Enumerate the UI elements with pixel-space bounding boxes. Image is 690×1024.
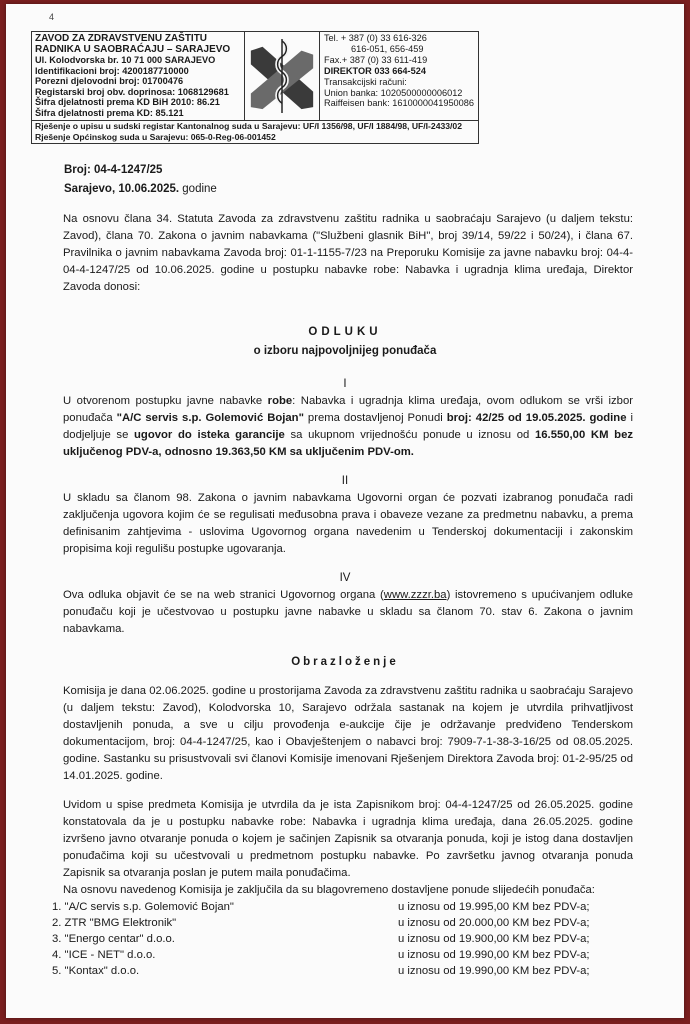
id-number: Identifikacioni broj: 4200187710000 (35, 65, 189, 76)
document-meta (64, 161, 684, 199)
registry-number: Registarski broj obv. doprinosa: 1068129681 (35, 86, 229, 97)
list-item (52, 915, 612, 931)
section-heading-4: IV (339, 572, 351, 584)
bidders-list (52, 899, 612, 979)
letterhead-court-info (31, 120, 479, 144)
court-registry: Rješenje o upisu u sudski registar Kantonalnog suda u Sarajevu: UF/I 1356/98, UF/I 1884/98, UF/I-2433/02 (35, 121, 462, 131)
section-4-paragraph (63, 587, 633, 638)
list-item (52, 899, 612, 915)
bidder-amount: u iznosu od 19.900,00 KM bez PDV-a; (398, 933, 590, 945)
bidder-name: 5. "Kontax" d.o.o. (52, 965, 140, 977)
tax-number: Porezni djelovodni broj: 01700476 (35, 76, 184, 87)
list-item (52, 931, 612, 947)
place-date: Sarajevo, 10.06.2025. (64, 183, 180, 195)
fax: Fax.+ 387 (0) 33 611-419 (323, 54, 428, 65)
s1-bold-offer: broj: 42/25 od 19.05.2025. godine (446, 412, 627, 424)
list-item (52, 947, 612, 963)
bidder-amount: u iznosu od 19.990,00 KM bez PDV-a; (398, 965, 590, 977)
bidder-amount: u iznosu od 20.000,00 KM bez PDV-a; (398, 917, 590, 929)
bidder-amount: u iznosu od 19.990,00 KM bez PDV-a; (398, 949, 590, 961)
letterhead (31, 31, 479, 121)
s1-bold-bidder: "A/C servis s.p. Golemović Bojan" (116, 412, 304, 424)
decision-title: ODLUKU (308, 326, 382, 338)
section-1-paragraph (63, 393, 633, 461)
bidder-name: 4. "ICE - NET" d.o.o. (52, 949, 156, 961)
section-2-paragraph: U skladu sa članom 98. Zakona o javnim nabavkama Ugovorni organ će pozvati izabranog ponuđača radi zaključenja ugovora kojim će se regulisati međusobna prava i obaveze vezane za predmetnu nabavku, a prema definisanim zahtjevima - uslovima Ugovornog organa navedenim u Tenderskoj dokumentaciji i zakonskim propisima koji regulišu postupke ugovaranja. (63, 492, 633, 555)
intro-paragraph: Na osnovu člana 34. Statuta Zavoda za zdravstvenu zaštitu radnika u saobraćaju Sarajevo (u daljem tekstu: Zavod), člana 70. Zakona o javnim nabavkama ("Službeni glasnik BiH", broj 39/14, 59/22 i 50/24), i člana 67. Pravilnika o javnim nabavkama Zavoda broj: 01-1-1155-7/23 na Preporuku Komisije za javne nabavku broj: 04-4-04-4-1247/25 od 10.06.2025. godine u postupku nabavke robe: Nabavka i ugradnja klima uređaja, Direktor Zavoda donosi: (63, 213, 633, 293)
list-item (52, 963, 612, 979)
letterhead-contact-info (320, 32, 478, 120)
s4-text-2: ) istovremeno s upućivanjem odluke ponuđaču koji je učestvovao u postupku javne nabavke u skladu sa članom 70. stav 6. Zakona o javnim nabavkama. (63, 589, 634, 635)
s1-bold-contract: ugovor do isteka garancije (134, 429, 285, 441)
raiffeisen-bank-account: Raiffeisen bank: 1610000041950086 (323, 98, 474, 109)
letterhead-institution-info (32, 32, 245, 120)
date-suffix: godine (179, 183, 217, 195)
activity-code: Šifra djelatnosti prema KD: 85.121 (35, 107, 184, 118)
s1-text-1: U otvorenom postupku javne nabavke (63, 395, 268, 407)
section-heading-2: II (341, 475, 349, 487)
document-page (6, 4, 684, 1018)
explanation-paragraph-3: Na osnovu navedenog Komisija je zaključila da su blagovremeno dostavljene ponude slijedećih ponuđača: (63, 884, 595, 896)
bidder-name: 3. "Energo centar" d.o.o. (52, 933, 175, 945)
s1-bold-1: robe (267, 395, 293, 407)
section-heading-1: I (343, 378, 347, 390)
bidder-amount: u iznosu od 19.995,00 KM bez PDV-a; (398, 901, 590, 913)
explanation-heading: Obrazloženje (291, 656, 399, 668)
director-phone: DIREKTOR 033 664-524 (323, 65, 426, 76)
caduceus-cross-logo-icon (245, 32, 320, 120)
document-number: Broj: 04-4-1247/25 (64, 164, 163, 176)
s4-text-1: Ova odluka objavit će se na web stranici Ugovornog organa ( (63, 589, 384, 601)
accounts-label: Transakcijski računi: (323, 76, 407, 87)
bidder-name: 1. "A/C servis s.p. Golemović Bojan" (52, 901, 234, 913)
s1-text-3: prema dostavljenoj Ponudi (303, 412, 447, 424)
page-mark: 4 (49, 12, 55, 22)
activity-code-2010: Šifra djelatnosti prema KD BiH 2010: 86.21 (35, 97, 220, 108)
s1-bold-amount: 16.550,00 KM bez uključenog PDV-a, odnosno 19.363,50 KM sa uključenim PDV-om. (63, 429, 634, 458)
municipal-court: Rješenje Općinskog suda u Sarajevu: 065-0-Reg-06-001452 (35, 131, 276, 142)
document-body (6, 161, 684, 979)
institution-name: ZAVOD ZA ZDRAVSTVENU ZAŠTITU RADNIKA U SAOBRAĆAJU – SARAJEVO (35, 33, 231, 55)
union-bank-account: Union banka: 1020500000006012 (323, 87, 463, 98)
s1-text-2: : Nabavka i ugradnja klima uređaja, ovom odlukom se vrši izbor ponuđača (63, 395, 633, 424)
s1-text-4: i dodjeljuje se (63, 412, 633, 441)
explanation-paragraph-2: Uvidom u spise predmeta Komisija je utvrdila da je ista Zapisnikom broj: 04-4-1247/25 od 26.05.2025. godine konstatovala da je u postupku nabavke robe: Nabavka i ugradnja klima uređaja, dana 26.05.2025. godine izvršeno javno otvaranje ponuda o kojem je sačinjen Zapisnik sa otvaranja ponuda, koji je istog dana dostavljen ponuđačima koji su učestvovali u predmetnom postupku nabavke. Po završetku javnog otvaranja ponuda Zapisnik sa otvaranja poslan je putem maila ponuđačima. (63, 799, 633, 879)
bidder-name: 2. ZTR "BMG Elektronik" (52, 917, 177, 929)
phone-extra: 616-051, 656-459 (350, 43, 424, 54)
s1-text-5: sa ukupnom vrijednošću ponude u iznosu od (284, 429, 535, 441)
website-link[interactable]: www.zzzr.ba (383, 589, 447, 601)
explanation-paragraph-1: Komisija je dana 02.06.2025. godine u prostorijama Zavoda za zdravstvenu zaštitu radnika u saobraćaju Sarajevo (u daljem tekstu: Zavod), Kolodvorska 10, Sarajevo održala sastanak na kojem je utvrdila prihvatljivost dostavljenih ponuda, a sve u cilju provođenja e-aukcije čije je održavanje predviđeno Tenderskom dokumentacijom, broj: 04-4-1247/25, kao i Obavještenjem o nabavci broj: 7909-7-1-38-3-16/25 od 08.05.2025. godine. Sastanku su prisustvovali svi članovi Komisije imenovani Rješenjem Direktora Zavoda broj: 01-2-95/25 od 14.01.2025. godine. (63, 685, 633, 782)
phone: Tel. + 387 (0) 33 616-326 (323, 33, 427, 43)
decision-subtitle: o izboru najpovoljnijeg ponuđača (253, 345, 437, 357)
institution-address: Ul. Kolodvorska br. 10 71 000 SARAJEVO (35, 55, 216, 65)
document-place-date (64, 180, 684, 199)
